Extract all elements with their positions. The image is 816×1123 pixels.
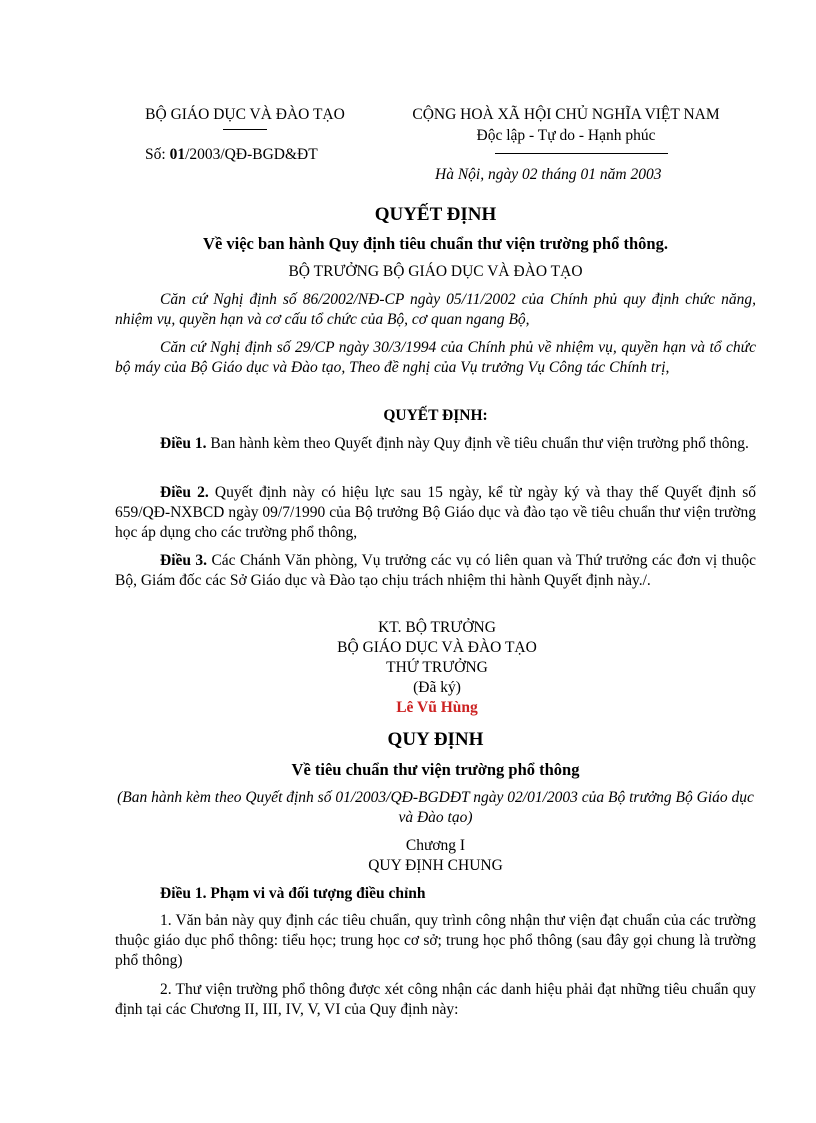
signature-signed-note: (Đã ký) (413, 679, 461, 696)
decision-subtitle: Về việc ban hành Quy định tiêu chuẩn thư viện trường phổ thông. (203, 234, 668, 253)
document-number: Số: 01/2003/QĐ-BGD&ĐT (145, 146, 318, 163)
signature-title: KT. BỘ TRƯỞNG (378, 619, 496, 636)
signature-position: THỨ TRƯỞNG (386, 659, 488, 676)
republic-name: CỘNG HOÀ XÃ HỘI CHỦ NGHĨA VIỆT NAM (412, 106, 720, 123)
regulation-subtitle: Về tiêu chuẩn thư viện trường phổ thông (291, 760, 580, 779)
regulation-note: (Ban hành kèm theo Quyết định số 01/2003/QĐ-BGDĐT ngày 02/01/2003 của Bộ trưởng Bộ Giáo dục và Đào tạo) (117, 789, 754, 826)
ministry-underline (223, 129, 267, 130)
decision-authority: BỘ TRƯỞNG BỘ GIÁO DỤC VÀ ĐÀO TẠO (288, 263, 583, 280)
decision-article-1: Điều 1. Ban hành kèm theo Quyết định này Quy định về tiêu chuẩn thư viện trường phổ thông. (160, 435, 749, 452)
signature-ministry: BỘ GIÁO DỤC VÀ ĐÀO TẠO (337, 639, 537, 656)
decision-article-2: Điều 2. Quyết định này có hiệu lực sau 15 ngày, kể từ ngày ký và thay thế Quyết định số 659/QĐ-NXBCD ngày 09/7/1990 của Bộ trưởng Bộ Giáo dục và đào tạo về tiêu chuẩn thư viện trường học áp dụng cho các trường phổ thông, (115, 484, 756, 541)
chapter-title: QUY ĐỊNH CHUNG (368, 857, 503, 874)
clause-2: 2. Thư viện trường phổ thông được xét công nhận các danh hiệu phải đạt những tiêu chuẩn quy định tại các Chương II, III, IV, V, VI của Quy định này: (115, 981, 756, 1018)
motto-underline (495, 153, 668, 154)
ministry-name: BỘ GIÁO DỤC VÀ ĐÀO TẠO (145, 106, 345, 123)
legal-basis-2: Căn cứ Nghị định số 29/CP ngày 30/3/1994 của Chính phủ về nhiệm vụ, quyền hạn và tổ chức bộ máy của Bộ Giáo dục và Đào tạo, Theo đề nghị của Vụ trưởng Vụ Công tác Chính trị, (115, 339, 756, 376)
motto: Độc lập - Tự do - Hạnh phúc (476, 127, 656, 144)
decision-title: QUYẾT ĐỊNH (374, 204, 497, 225)
article-1-heading: Điều 1. Phạm vi và đối tượng điều chỉnh (160, 885, 426, 902)
decision-article-3: Điều 3. Các Chánh Văn phòng, Vụ trưởng các vụ có liên quan và Thứ trưởng các đơn vị thuộc Bộ, Giám đốc các Sở Giáo dục và Đào tạo chịu trách nhiệm thi hành Quyết định này./. (115, 552, 757, 589)
legal-basis-1: Căn cứ Nghị định số 86/2002/NĐ-CP ngày 05/11/2002 của Chính phủ quy định chức năng, nhiệm vụ, quyền hạn và cơ cấu tổ chức của Bộ, cơ quan ngang Bộ, (115, 291, 756, 328)
regulation-title: QUY ĐỊNH (387, 729, 484, 750)
place-date: Hà Nội, ngày 02 tháng 01 năm 2003 (435, 166, 662, 183)
chapter-number: Chương I (405, 837, 466, 854)
clause-1: 1. Văn bản này quy định các tiêu chuẩn, quy trình công nhận thư viện đạt chuẩn của các trường thuộc giáo dục phổ thông: tiểu học; trung học cơ sở; trung học phổ thông (sau đây gọi chung là trường phổ thông) (115, 912, 756, 969)
decides-heading: QUYẾT ĐỊNH: (383, 407, 488, 424)
signer-name: Lê Vũ Hùng (396, 699, 478, 716)
